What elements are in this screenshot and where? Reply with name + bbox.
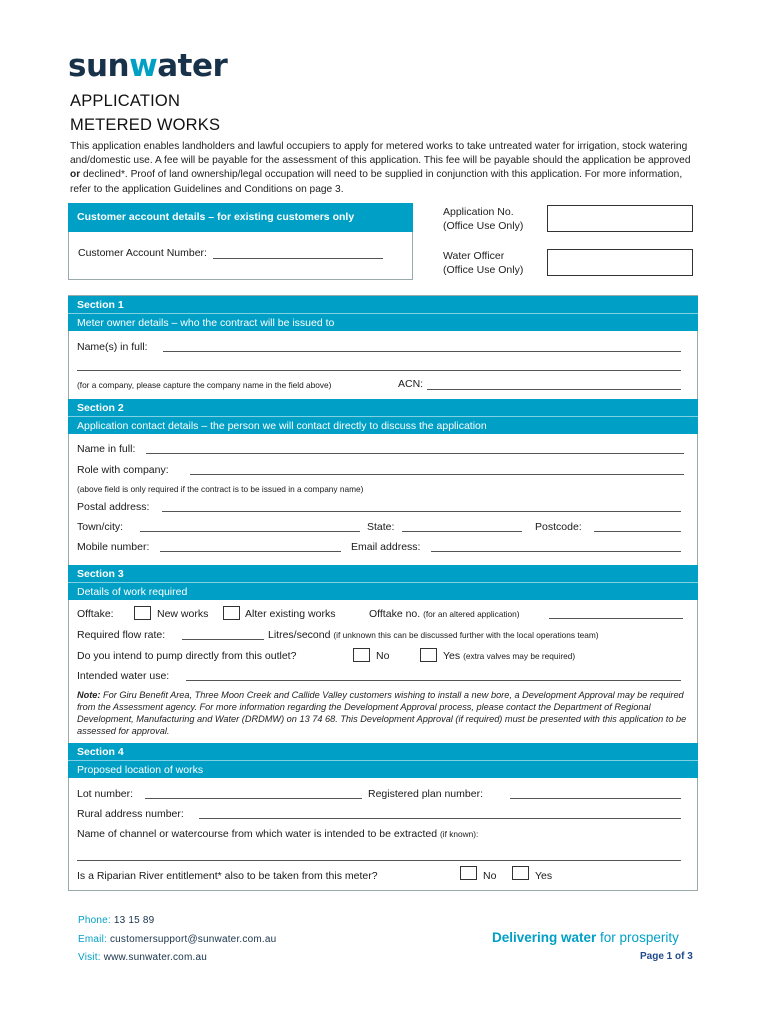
state-label: State:	[367, 521, 395, 533]
company-note: (for a company, please capture the company name in the field above)	[77, 380, 332, 390]
pump-yes-checkbox[interactable]	[420, 648, 437, 662]
application-no-box[interactable]	[547, 205, 693, 232]
development-approval-note: Note: For Giru Benefit Area, Three Moon Creek and Callide Valley customers wishing to install a new bore, a Development Approval may be required from the Assessment agency. For more information regarding the Development Approval process, please contact the Department of Regional Development, Manufacturing and Water (DRDMW) on 13 74 68. This Development Approval (if required) must be presented with this application to be assessed for approval.	[77, 690, 687, 736]
lot-label: Lot number:	[77, 788, 134, 800]
section4-heading: Section 4	[68, 743, 698, 760]
email-input[interactable]	[431, 551, 681, 552]
application-no-label: Application No. (Office Use Only)	[443, 206, 524, 232]
pump-question: Do you intend to pump directly from this outlet?	[77, 650, 297, 662]
state-input[interactable]	[402, 531, 522, 532]
tagline: Delivering water for prosperity	[492, 930, 679, 945]
flow-label: Required flow rate:	[77, 629, 166, 641]
postcode-label: Postcode:	[535, 521, 582, 533]
postcode-input[interactable]	[594, 531, 681, 532]
plan-input[interactable]	[510, 798, 681, 799]
intended-use-input[interactable]	[186, 680, 681, 681]
town-input[interactable]	[140, 531, 360, 532]
offtake-no-input[interactable]	[549, 618, 683, 619]
form-title-line2: METERED WORKS	[70, 116, 221, 134]
riparian-yes-label: Yes	[535, 870, 553, 882]
section4-subheading: Proposed location of works	[68, 760, 698, 778]
offtake-no-label: Offtake no. (for an altered application)	[369, 608, 520, 620]
water-officer-label: Water Officer (Office Use Only)	[443, 250, 524, 276]
pump-yes-label: Yes (extra valves may be required)	[443, 650, 576, 662]
section2-subheading: Application contact details – the person we will contact directly to discuss the application	[68, 416, 698, 434]
lot-input[interactable]	[145, 798, 362, 799]
contact-name-label: Name in full:	[77, 443, 136, 455]
footer-visit: Visit: www.sunwater.com.au	[78, 952, 207, 963]
alter-works-label: Alter existing works	[245, 608, 336, 620]
channel-input[interactable]	[77, 860, 681, 861]
rural-label: Rural address number:	[77, 808, 184, 820]
customer-account-label: Customer Account Number:	[78, 247, 207, 259]
page-number: Page 1 of 3	[640, 951, 693, 962]
pump-no-label: No	[376, 650, 390, 662]
channel-label: Name of channel or watercourse from which water is intended to be extracted (if known):	[77, 828, 479, 840]
alter-works-checkbox[interactable]	[223, 606, 240, 620]
water-officer-box[interactable]	[547, 249, 693, 276]
postal-label: Postal address:	[77, 501, 150, 513]
postal-input[interactable]	[162, 511, 681, 512]
section3-subheading: Details of work required	[68, 582, 698, 600]
rural-input[interactable]	[199, 818, 681, 819]
pump-no-checkbox[interactable]	[353, 648, 370, 662]
town-label: Town/city:	[77, 521, 124, 533]
offtake-label: Offtake:	[77, 608, 114, 620]
customer-account-input[interactable]	[213, 249, 383, 259]
plan-label: Registered plan number:	[368, 788, 483, 800]
section2-heading: Section 2	[68, 399, 698, 416]
riparian-yes-checkbox[interactable]	[512, 866, 529, 880]
names-input-line2[interactable]	[77, 370, 681, 371]
email-label: Email address:	[351, 541, 421, 553]
names-input[interactable]	[163, 351, 681, 352]
customer-account-body	[68, 232, 413, 280]
flow-input[interactable]	[182, 639, 264, 640]
footer-email-link[interactable]: customersupport@sunwater.com.au	[109, 934, 277, 945]
new-works-label: New works	[157, 608, 209, 620]
acn-label: ACN:	[398, 378, 424, 390]
riparian-no-label: No	[483, 870, 497, 882]
section3-heading: Section 3	[68, 565, 698, 582]
form-title-line1: APPLICATION	[70, 92, 181, 110]
flow-unit: Litres/second (if unknown this can be discussed further with the local operations team)	[268, 629, 599, 641]
names-label: Name(s) in full:	[77, 341, 148, 353]
intended-use-label: Intended water use:	[77, 670, 170, 682]
role-label: Role with company:	[77, 464, 169, 476]
footer-phone: Phone: 13 15 89	[78, 915, 155, 926]
footer-email: Email: customersupport@sunwater.com.au	[78, 934, 277, 945]
intro-paragraph: This application enables landholders and lawful occupiers to apply for metered works to take untreated water for irrigation, stock watering and/domestic use. A fee will be payable for the assessment of this application. This fee will be payable should the application be approved or declined*. Proof of land ownership/legal occupation will need to be supplied in conjunction with this application. For more information, refer to the application Guidelines and Conditions on page 3.	[70, 141, 691, 195]
riparian-no-checkbox[interactable]	[460, 866, 477, 880]
acn-input[interactable]	[427, 389, 681, 390]
customer-account-heading: Customer account details – for existing customers only	[68, 203, 413, 232]
role-input[interactable]	[190, 474, 684, 475]
role-note: (above field is only required if the contract is to be issued in a company name)	[77, 484, 364, 494]
mobile-input[interactable]	[160, 551, 341, 552]
new-works-checkbox[interactable]	[134, 606, 151, 620]
riparian-question: Is a Riparian River entitlement* also to be taken from this meter?	[77, 870, 378, 882]
mobile-label: Mobile number:	[77, 541, 150, 553]
footer-website-link[interactable]: www.sunwater.com.au	[103, 952, 207, 963]
section1-subheading: Meter owner details – who the contract will be issued to	[68, 313, 698, 331]
section1-heading: Section 1	[68, 296, 698, 313]
contact-name-input[interactable]	[146, 453, 684, 454]
sunwater-logo: sunwater	[68, 48, 228, 84]
